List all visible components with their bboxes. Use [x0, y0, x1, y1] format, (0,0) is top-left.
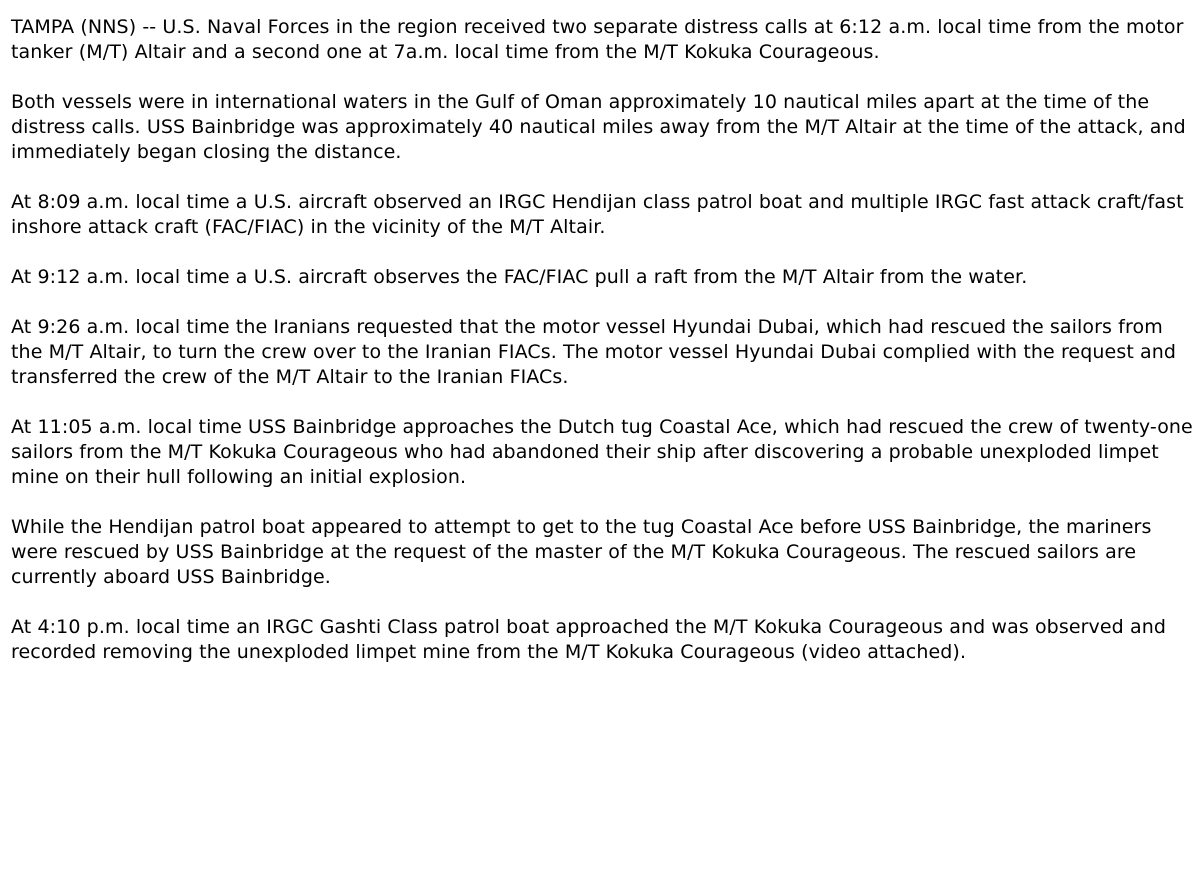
paragraph-vessel-locations: Both vessels were in international waters in the Gulf of Oman approximately 10 nautical miles apart at the time of the distress calls. USS Bainbridge was approximately 40 nautical miles away from the M/T Altair at the time of the attack, and immediately began closing the distance.	[11, 91, 1186, 163]
paragraph-distress-calls: TAMPA (NNS) -- U.S. Naval Forces in the region received two separate distress calls at 6:12 a.m. local time from the motor tanker (M/T) Altair and a second one at 7a.m. local time from the M/T Kokuka Courageous.	[11, 16, 1184, 63]
paragraph-mariners-rescued: While the Hendijan patrol boat appeared to attempt to get to the tug Coastal Ace before USS Bainbridge, the mariners were rescued by USS Bainbridge at the request of the master of the M/T Kokuka Courageous. The rescued sailors are currently aboard USS Bainbridge.	[11, 516, 1152, 588]
paragraph-raft-observation-912: At 9:12 a.m. local time a U.S. aircraft observes the FAC/FIAC pull a raft from the M/T Altair from the water.	[11, 266, 1028, 288]
paragraph-crew-transfer-926: At 9:26 a.m. local time the Iranians requested that the motor vessel Hyundai Dubai, which had rescued the sailors from the M/T Altair, to turn the crew over to the Iranian FIACs. The motor vessel Hyundai Dubai complied with the request and transferred the crew of the M/T Altair to the Iranian FIACs.	[11, 316, 1177, 388]
paragraph-limpet-mine-removal-410: At 4:10 p.m. local time an IRGC Gashti Class patrol boat approached the M/T Kokuka Courageous and was observed and recorded removing the unexploded limpet mine from the M/T Kokuka Courageous (video attached).	[11, 616, 1167, 663]
paragraph-aircraft-observation-809: At 8:09 a.m. local time a U.S. aircraft observed an IRGC Hendijan class patrol boat and multiple IRGC fast attack craft/fast inshore attack craft (FAC/FIAC) in the vicinity of the M/T Altair.	[11, 191, 1184, 238]
paragraph-bainbridge-approach-1105: At 11:05 a.m. local time USS Bainbridge approaches the Dutch tug Coastal Ace, which had rescued the crew of twenty-one sailors from the M/T Kokuka Courageous who had abandoned their ship after discovering a probable unexploded limpet mine on their hull following an initial explosion.	[11, 416, 1193, 488]
